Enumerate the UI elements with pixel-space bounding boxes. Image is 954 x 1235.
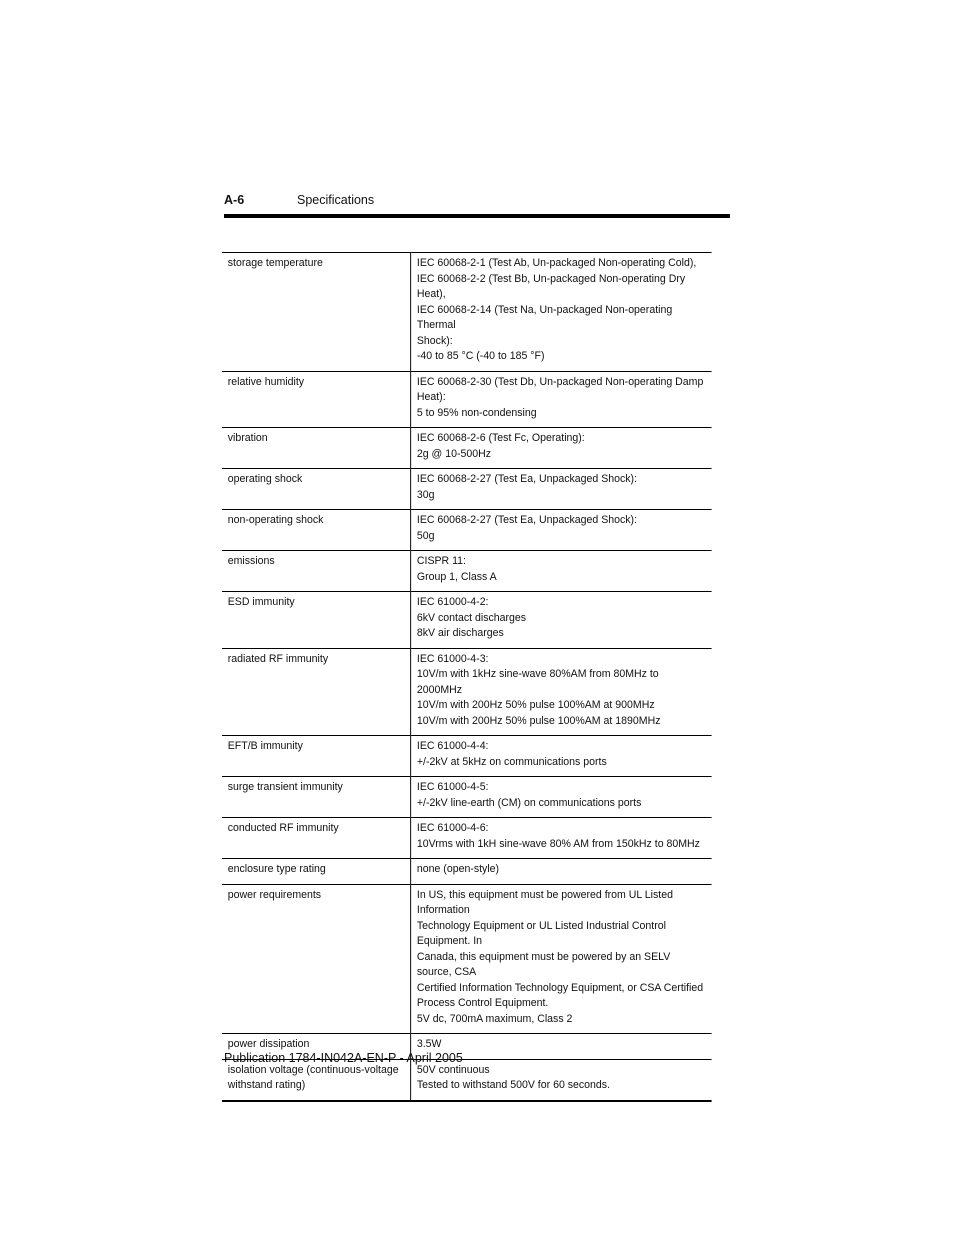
spec-label: surge transient immunity <box>222 777 411 818</box>
spec-value-line: 30g <box>416 488 435 501</box>
spec-value-line: IEC 60068-2-2 (Test Bb, Un-packaged Non-operating Dry Heat), <box>416 272 686 300</box>
spec-value-line: 8kV air discharges <box>416 627 504 639</box>
table-row <box>222 469 712 510</box>
table-row <box>222 648 712 736</box>
spec-label: EFT/B immunity <box>222 736 411 777</box>
header-rule <box>224 214 730 218</box>
spec-value-line: 10V/m with 1kHz sine-wave 80%AM from 80MHz to 2000MHz <box>416 668 659 696</box>
spec-label: power requirements <box>222 884 411 1034</box>
spec-value <box>411 469 712 510</box>
spec-value-line: Process Control Equipment. <box>416 997 549 1009</box>
spec-value-line: 6kV contact discharges <box>416 611 527 624</box>
spec-label: radiated RF immunity <box>222 648 411 736</box>
spec-label: storage temperature <box>222 253 411 372</box>
spec-value <box>411 510 712 551</box>
spec-label: relative humidity <box>222 371 411 428</box>
table-row <box>222 859 712 885</box>
spec-value-line: 10V/m with 200Hz 50% pulse 100%AM at 1890MHz <box>416 714 661 727</box>
spec-value-line: 5V dc, 700mA maximum, Class 2 <box>416 1012 573 1025</box>
spec-value-line: 2g @ 10-500Hz <box>416 447 492 460</box>
spec-value-line: Tested to withstand 500V for 60 seconds. <box>416 1079 611 1091</box>
table-row <box>222 551 712 592</box>
table-row <box>222 510 712 551</box>
spec-value-line: +/-2kV at 5kHz on communications ports <box>416 755 607 768</box>
spec-value-line: none (open-style) <box>416 863 500 875</box>
spec-label: emissions <box>222 551 411 592</box>
spec-label: vibration <box>222 428 411 469</box>
specifications-table <box>222 252 712 1102</box>
spec-value-line: In US, this equipment must be powered from UL Listed Information <box>416 888 673 916</box>
spec-value-line: IEC 60068-2-6 (Test Fc, Operating): <box>416 432 585 444</box>
spec-value-line: IEC 60068-2-27 (Test Ea, Unpackaged Shock): <box>416 514 638 526</box>
table-row <box>222 884 712 1034</box>
page-number: A-6 <box>224 193 245 207</box>
spec-value-line: IEC 60068-2-27 (Test Ea, Unpackaged Shock): <box>416 473 638 485</box>
spec-value-line: IEC 61000-4-3: <box>416 652 489 665</box>
spec-value-line: IEC 61000-4-2: <box>416 596 489 608</box>
spec-value-line: CISPR 11: <box>416 555 466 567</box>
table-row <box>222 777 712 818</box>
spec-value <box>411 818 712 859</box>
spec-value <box>411 253 712 372</box>
spec-value-line: 50V continuous <box>416 1063 490 1076</box>
table-row <box>222 371 712 428</box>
spec-value <box>411 859 712 885</box>
table-row <box>222 818 712 859</box>
spec-value <box>411 736 712 777</box>
spec-value-line: +/-2kV line-earth (CM) on communications ports <box>416 796 642 809</box>
spec-label: operating shock <box>222 469 411 510</box>
section-title: Specifications <box>297 193 375 207</box>
spec-label: isolation voltage (continuous-voltage withstand rating) <box>222 1059 411 1101</box>
spec-value-line: IEC 60068-2-1 (Test Ab, Un-packaged Non-operating Cold), <box>416 257 697 269</box>
spec-value-line: 3.5W <box>416 1038 442 1050</box>
spec-value <box>411 648 712 736</box>
spec-value-line: 10V/m with 200Hz 50% pulse 100%AM at 900MHz <box>416 699 655 711</box>
spec-value-line: 10Vrms with 1kH sine-wave 80% AM from 150kHz to 80MHz <box>416 837 700 850</box>
page-header <box>224 192 730 208</box>
table-row <box>222 253 712 372</box>
spec-value <box>411 371 712 428</box>
spec-value-line: -40 to 85 °C (-40 to 185 °F) <box>416 350 545 362</box>
spec-value-line: IEC 61000-4-5: <box>416 781 489 793</box>
spec-value-line: 5 to 95% non-condensing <box>416 406 537 419</box>
spec-value-line: 50g <box>416 529 435 542</box>
spec-value <box>411 777 712 818</box>
spec-value-line: Group 1, Class A <box>416 570 497 583</box>
specifications-table-body <box>222 253 712 1101</box>
spec-label: power dissipation <box>222 1034 411 1060</box>
spec-label: conducted RF immunity <box>222 818 411 859</box>
spec-value <box>411 551 712 592</box>
spec-value-line: Certified Information Technology Equipment, or CSA Certified <box>416 981 704 994</box>
spec-value <box>411 428 712 469</box>
spec-value-line: Technology Equipment or UL Listed Industrial Control Equipment. In <box>416 919 666 947</box>
spec-value-line: IEC 60068-2-30 (Test Db, Un-packaged Non-operating Damp Heat): <box>416 375 704 403</box>
table-row <box>222 592 712 649</box>
spec-value-line: Canada, this equipment must be powered by an SELV source, CSA <box>416 950 671 978</box>
spec-value <box>411 592 712 649</box>
spec-value-line: Shock): <box>416 334 453 347</box>
table-row <box>222 428 712 469</box>
spec-label: ESD immunity <box>222 592 411 649</box>
spec-value-line: IEC 61000-4-6: <box>416 822 489 834</box>
spec-value <box>411 884 712 1034</box>
table-row <box>222 736 712 777</box>
spec-value-line: IEC 60068-2-14 (Test Na, Un-packaged Non-operating Thermal <box>416 303 673 331</box>
publication-footer: Publication 1784-IN042A-EN-P - April 2005 <box>224 1051 463 1065</box>
spec-label: enclosure type rating <box>222 859 411 885</box>
spec-value-line: IEC 61000-4-4: <box>416 740 489 752</box>
spec-label: non-operating shock <box>222 510 411 551</box>
